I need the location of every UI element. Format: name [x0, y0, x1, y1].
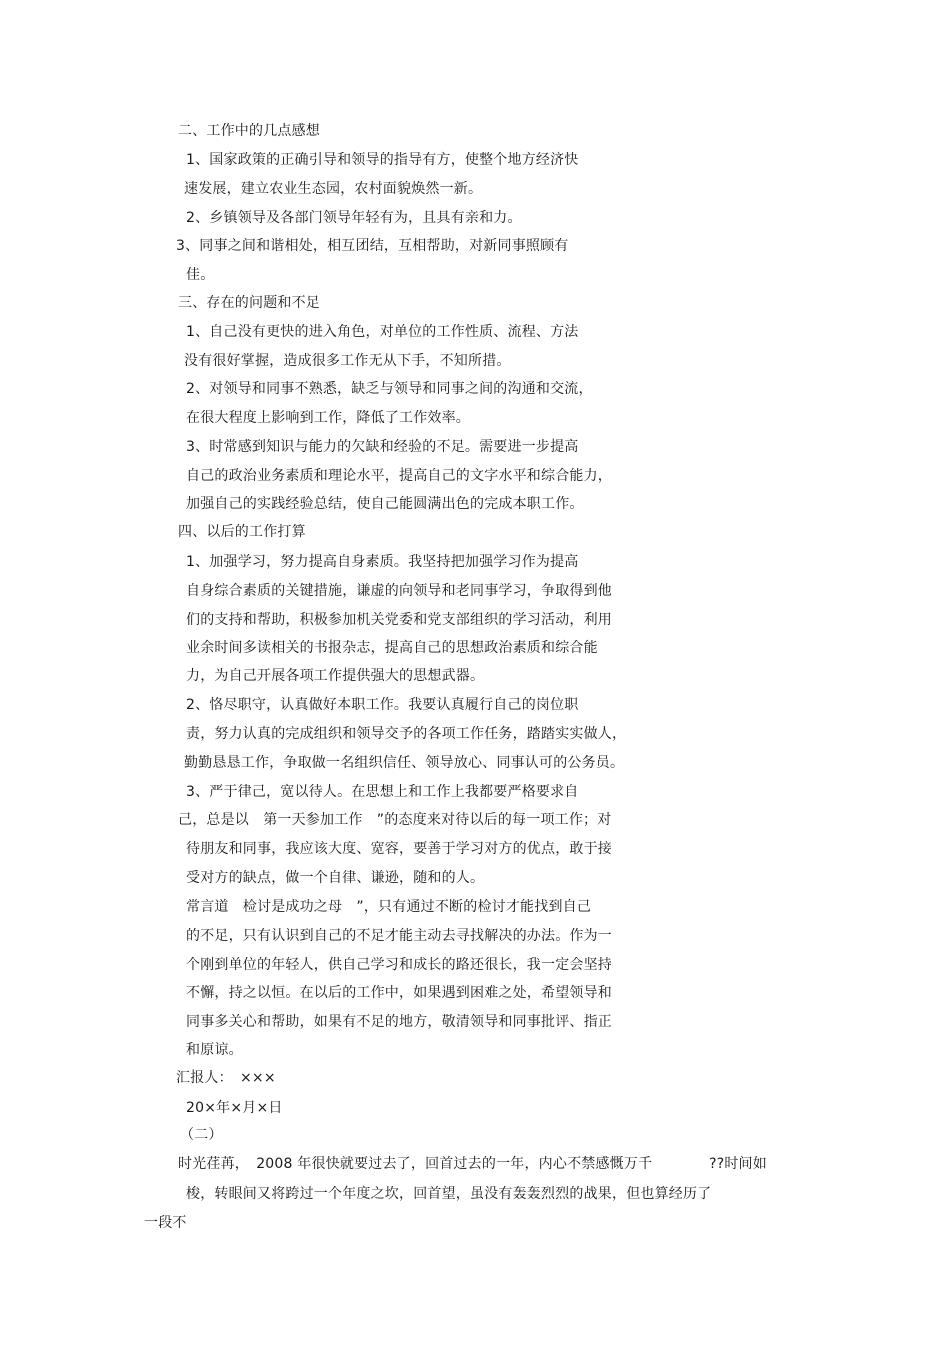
section-heading: 三、存在的问题和不足: [178, 295, 320, 311]
text-line: 和原谅。: [186, 1042, 243, 1058]
section-heading: 二、工作中的几点感想: [178, 123, 320, 139]
text-line: 1、加强学习，努力提高自身素质。我坚持把加强学习作为提高: [186, 554, 579, 570]
text-line: 业余时间多读相关的书报杂志，提高自己的思想政治素质和综合能: [186, 640, 598, 656]
text-line: 佳。: [186, 267, 215, 283]
text-line: 力，为自己开展各项工作提供强大的思想武器。: [186, 668, 485, 684]
date-line: 20×年×月×日: [186, 1100, 283, 1116]
text-line: 自己的政治业务素质和理论水平，提高自己的文字水平和综合能力，: [186, 468, 612, 484]
text-line: 2、对领导和同事不熟悉，缺乏与领导和同事之间的沟通和交流，: [186, 381, 593, 397]
text-line: 3、时常感到知识与能力的欠缺和经验的不足。需要进一步提高: [186, 439, 579, 455]
text-line: 受对方的缺点，做一个自律、谦逊，随和的人。: [186, 870, 485, 886]
text-line: 速发展，建立农业生态园，农村面貌焕然一新。: [184, 181, 483, 197]
text-line: 时光荏苒， 2008 年很快就要过去了，回首过去的一年，内心不禁感慨万千 ??时间如: [178, 1156, 767, 1172]
text-line: 常言道 检讨是成功之母 ”，只有通过不断的检讨才能找到自己: [186, 899, 592, 915]
text-line: 待朋友和同事，我应该大度、宽容，要善于学习对方的优点，敢于接: [186, 841, 612, 857]
text-line: 1、自己没有更快的进入角色，对单位的工作性质、流程、方法: [186, 324, 579, 340]
text-line: 的不足，只有认识到自己的不足才能主动去寻找解决的办法。作为一: [186, 928, 612, 944]
text-line: 责，努力认真的完成组织和领导交予的各项工作任务，踏踏实实做人，: [186, 726, 627, 742]
text-line: 2、恪尽职守，认真做好本职工作。我要认真履行自己的岗位职: [186, 697, 579, 713]
reporter-line: 汇报人： ×××: [176, 1070, 276, 1086]
text-line: 梭，转眼间又将跨过一个年度之坎，回首望，虽没有轰轰烈烈的战果，但也算经历了: [186, 1186, 712, 1202]
text-line: 2、乡镇领导及各部门领导年轻有为，且具有亲和力。: [186, 210, 522, 226]
text-line: 个刚到单位的年轻人，供自己学习和成长的路还很长，我一定会坚持: [186, 957, 612, 973]
text-line: 在很大程度上影响到工作，降低了工作效率。: [186, 410, 470, 426]
part-two-heading: （二）: [180, 1127, 223, 1143]
text-line: 己，总是以 第一天参加工作 ”的态度来对待以后的每一项工作；对: [178, 812, 612, 828]
text-line: 自身综合素质的关键措施，谦虚的向领导和老同事学习，争取得到他: [186, 583, 612, 599]
text-line: 同事多关心和帮助，如果有不足的地方，敬清领导和同事批评、指正: [186, 1014, 612, 1030]
text-line: 3、同事之间和谐相处，相互团结，互相帮助，对新同事照顾有: [176, 238, 569, 254]
text-line: 们的支持和帮助，积极参加机关党委和党支部组织的学习活动，利用: [186, 612, 612, 628]
text-line: 不懈，持之以恒。在以后的工作中，如果遇到困难之处，希望领导和: [186, 985, 612, 1001]
text-line: 没有很好掌握，造成很多工作无从下手，不知所措。: [184, 353, 511, 369]
text-line: 3、严于律己，宽以待人。在思想上和工作上我都要严格要求自: [186, 784, 579, 800]
text-line: 勤勤恳恳工作，争取做一名组织信任、领导放心、同事认可的公务员。: [184, 755, 625, 771]
section-heading: 四、以后的工作打算: [178, 524, 306, 540]
text-line: 加强自己的实践经验总结，使自己能圆满出色的完成本职工作。: [186, 496, 584, 512]
text-line: 1、国家政策的正确引导和领导的指导有方，使整个地方经济快: [186, 152, 579, 168]
text-line: 一段不: [144, 1215, 187, 1231]
